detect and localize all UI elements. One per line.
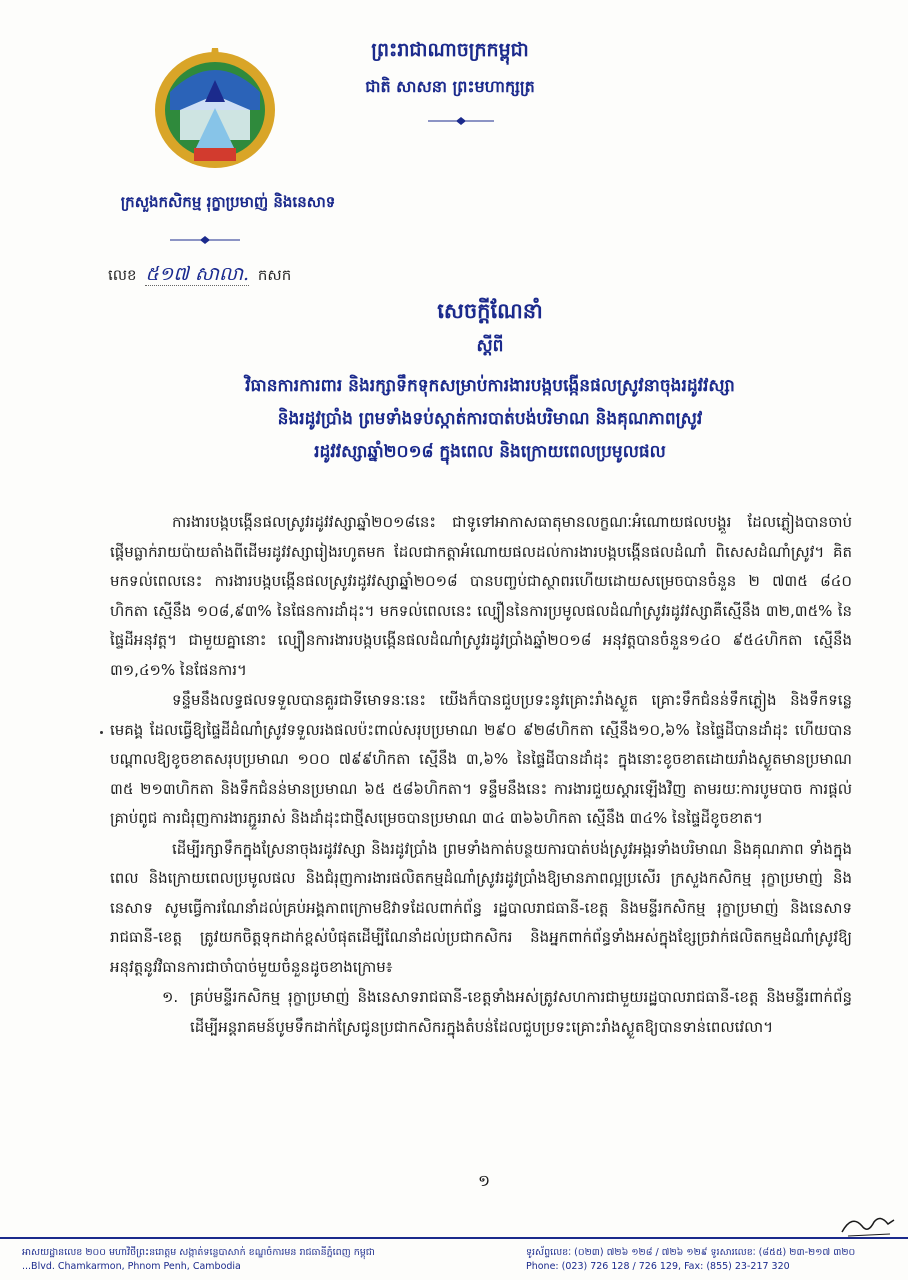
- list-item-number: ១.: [162, 988, 179, 1006]
- body-paragraph: ការងារបង្កបង្កើនផលស្រូវរដូវវស្សាឆ្នាំ២០១៨នេះ ជាទូទៅអាកាសធាតុមានលក្ខណៈអំណោយផលបង្គួរ ដែលភ្លៀងបានចាប់ផ្តើមធ្លាក់រាយប៉ាយតាំងពីដើមរដូវវស្សារៀងរហូតមក ដែលជាកត្តាអំណោយផលដល់ការងារបង្កបង្កើនផលដំណាំ ពិសេសដំណាំស្រូវ។ គិតមកទល់ពេលនេះ ការងារបង្កបង្កើនផលស្រូវរដូវវស្សាឆ្នាំ២០១៨ បានបញ្ចប់ជាស្ថាពរហើយដោយសម្រេចបានចំនួន ២ ៧៣៥ ៨៤០ ហិកតា ស្មើនឹង ១០៨,៩៣% នៃផែនការដាំដុះ។ មកទល់ពេលនេះ ល្បឿននៃការប្រមូលផលដំណាំស្រូវរដូវវស្សាគឺស្មើនឹង ៣២,៣៥% នៃផ្ទៃដីអនុវត្ត។ ជាមួយគ្នានោះ ល្បឿនការងារបង្កបង្កើនផលដំណាំស្រូវរដូវប្រាំងឆ្នាំ២០១៨ អនុវត្តបានចំនួន១៤០ ៩៥៤ហិកតា ស្មើនឹង ៣១,៤១% នៃផែនការ។: [110, 513, 852, 679]
- footer-rule: [0, 1237, 908, 1239]
- subject-line: រដូវវស្សាឆ្នាំ២០១៨ ក្នុងពេល និងក្រោយពេលប្រមូលផល: [314, 442, 666, 462]
- reference-handwritten-number: ៥១៧ សាលា.: [145, 263, 250, 285]
- reference-number: [108, 262, 291, 290]
- footer-contact: [526, 1246, 886, 1274]
- ministry-emblem: [150, 40, 280, 172]
- body-paragraph: ទន្ទឹមនឹងលទ្ធផលទទួលបានគួរជាទីមោទនៈនេះ យើងក៏បានជួបប្រទះនូវគ្រោះរាំងស្ងួត គ្រោះទឹកជំនន់ទឹកភ្លៀង និងទឹកទន្លេមេគង្គ ដែលធ្វើឱ្យផ្ទៃដីដំណាំស្រូវទទួលរងផលប៉ះពាល់សរុបប្រមាណ ២៩០ ៩២៨ហិកតា ស្មើនឹង១០,៦% នៃផ្ទៃដីបានដាំដុះ ហើយបានបណ្តាលឱ្យខូចខាតសរុបប្រមាណ ១០០ ៧៩៩ហិកតា ស្មើនឹង ៣,៦% នៃផ្ទៃដីបានដាំដុះ ក្នុងនោះខូចខាតដោយរាំងស្ងួតមានប្រមាណ ៣៥ ២១៣ហិកតា និងទឹកជំនន់មានប្រមាណ ៦៥ ៥៨៦ហិកតា។ ទន្ទឹមនឹងនេះ ការងារជួយស្តារឡើងវិញ តាមរយៈការបូមបាច ការផ្តល់គ្រាប់ពូជ ការជំរុញការងារភ្ជួររាស់ និងដាំដុះជាថ្មីសម្រេចបានប្រមាណ ៣៤ ៣៦៦ហិកតា ស្មើនឹង ៣៤% នៃផ្ទៃដីខូចខាត។: [110, 691, 852, 827]
- phone-khmer: ទូរស័ព្ទលេខៈ (០២៣) ៧២៦ ១២៨ / ៧២៦ ១២៩ ទូរសារលេខៈ (៨៥៥) ២៣-២១៧ ៣២០: [526, 1247, 856, 1258]
- initials-signature: [838, 1212, 898, 1240]
- phone-english: Phone: (023) 726 128 / 726 129, Fax: (855) 23-217 320: [526, 1261, 790, 1272]
- document-subject: [110, 370, 870, 469]
- header-ornament: [428, 117, 494, 125]
- document-title: សេចក្តីណែនាំ: [437, 298, 543, 323]
- margin-mark: [100, 731, 103, 734]
- ministry-name: ក្រសួងកសិកម្ម រុក្ខាប្រមាញ់ និងនេសាទ: [120, 193, 336, 211]
- subject-line: និងរដូវប្រាំង ព្រមទាំងទប់ស្កាត់ការបាត់បង់បរិមាណ និងគុណភាពស្រូវ: [277, 409, 703, 429]
- document-title-block: [110, 298, 870, 469]
- list-item: [110, 983, 852, 1042]
- footer-address: [22, 1246, 482, 1274]
- kingdom-name: ព្រះរាជាណាចក្រកម្ពុជា: [371, 39, 529, 61]
- list-item-text: គ្រប់មន្ទីរកសិកម្ម រុក្ខាប្រមាញ់ និងនេសាទរាជធានី-ខេត្តទាំងអស់ត្រូវសហការជាមួយរដ្ឋបាលរាជធានី-ខេត្ត និងមន្ទីរពាក់ព័ន្ធ ដើម្បីអន្តរាគមន៍បូមទឹកដាក់ស្រែជូនប្រជាកសិករក្នុងតំបន់ដែលជួបប្រទះគ្រោះរាំងស្ងួតឱ្យបានទាន់ពេលវេលា។: [190, 988, 852, 1036]
- ministry-ornament: [170, 236, 240, 244]
- national-motto: ជាតិ សាសនា ព្រះមហាក្សត្រ: [365, 77, 535, 96]
- body-paragraph: ដើម្បីរក្សាទឹកក្នុងស្រែនាចុងរដូវវស្សា និងរដូវប្រាំង ព្រមទាំងកាត់បន្ថយការបាត់បង់ស្រូវអង្ករទាំងបរិមាណ និងគុណភាព ទាំងក្នុងពេល និងក្រោយពេលប្រមូលផល និងជំរុញការងារផលិតកម្មដំណាំស្រូវរដូវប្រាំងឱ្យមានភាពល្អប្រសើរ ក្រសួងកសិកម្ម រុក្ខាប្រមាញ់ និងនេសាទ សូមធ្វើការណែនាំដល់គ្រប់អង្គភាពក្រោមឱវាទដែលពាក់ព័ន្ធ រដ្ឋបាលរាជធានី-ខេត្ត និងមន្ទីរកសិកម្ម រុក្ខាប្រមាញ់ និងនេសាទរាជធានី-ខេត្ត ត្រូវយកចិត្តទុកដាក់ខ្ពស់បំផុតដើម្បីណែនាំដល់ប្រជាកសិករ និងអ្នកពាក់ព័ន្ធទាំងអស់ក្នុងខ្សែច្រវាក់ផលិតកម្មដំណាំស្រូវឱ្យអនុវត្តនូវវិធានការជាចាំបាច់មួយចំនួនដូចខាងក្រោម៖: [110, 839, 852, 976]
- address-english: ...Blvd. Chamkarmon, Phnom Penh, Cambodia: [22, 1261, 241, 1272]
- subject-line: វិធានការការពារ និងរក្សាទឹកទុកសម្រាប់ការងារបង្កបង្កើនផលស្រូវនាចុងរដូវវស្សា: [245, 376, 735, 396]
- kingdom-header: [345, 38, 555, 100]
- reference-suffix: កសក: [257, 266, 292, 284]
- document-body: [110, 508, 852, 1043]
- page-number: ១: [478, 1171, 491, 1190]
- document-subtitle: ស្តីពី: [476, 336, 504, 356]
- reference-prefix: លេខ: [108, 266, 137, 284]
- address-khmer: អាសយដ្ឋានលេខ ២០០ មហាវិថីព្រះនរោត្តម សង្កាត់ទន្លេបាសាក់ ខណ្ឌចំការមន រាជធានីភ្នំពេញ កម្ពុជា: [22, 1247, 375, 1258]
